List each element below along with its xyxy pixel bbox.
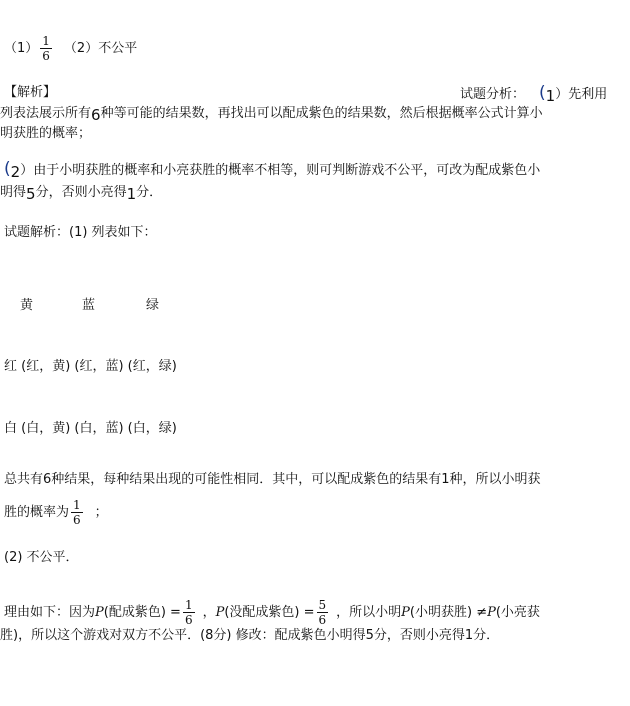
- text: 分，否则小亮得: [35, 185, 127, 200]
- analysis-heading: 【解析】: [4, 85, 57, 100]
- table-header-blue: 蓝: [82, 298, 96, 313]
- summary-line2: [4, 498, 108, 527]
- text: 明得: [0, 185, 27, 200]
- solution-intro: 试题解析：(1) 列表如下：: [4, 225, 157, 240]
- step-number: 2: [10, 163, 21, 181]
- analysis-part2-line1: [4, 160, 540, 180]
- text: ，所以小明: [336, 605, 402, 620]
- summary-fraction: [71, 498, 83, 527]
- blue-paren: (: [4, 159, 11, 179]
- reason-line1: [4, 598, 540, 627]
- answer-part2: （2）不公平: [63, 41, 138, 56]
- math-p: P: [215, 605, 225, 620]
- text: (配成紫色) =: [103, 605, 181, 620]
- step-number: 1: [545, 87, 556, 105]
- fraction-numerator: 5: [318, 598, 327, 612]
- text: ；: [94, 505, 108, 520]
- number: 5: [26, 185, 36, 203]
- text: 列表法展示所有: [0, 106, 92, 121]
- answer-line: [4, 34, 137, 63]
- text: (小明获胜) ≠: [409, 605, 488, 620]
- text: (没配成紫色) =: [224, 605, 315, 620]
- reason-line2: 胜)，所以这个游戏对双方不公平．(8分) 修改：配成紫色小明得5分，否则小亮得1分．: [0, 628, 500, 643]
- fraction-numerator: 1: [42, 34, 50, 48]
- summary-line1: 总共有6种结果，每种结果出现的可能性相同．其中，可以配成紫色的结果有1种，所以小明获: [4, 472, 541, 487]
- math-p: P: [95, 605, 104, 620]
- fraction-denominator: 6: [184, 613, 193, 627]
- fraction-denominator: 6: [73, 513, 81, 527]
- answer-fraction: [40, 34, 52, 63]
- table-row-red: 红 (红，黄) (红，蓝) (红，绿): [4, 359, 177, 374]
- text: ，: [202, 605, 216, 620]
- analysis-line2: [0, 103, 543, 123]
- fraction-numerator: 1: [184, 598, 193, 612]
- table-header-yellow: 黄: [20, 298, 34, 313]
- reason-fraction-2: [317, 598, 329, 627]
- table-row-white: 白 (白，黄) (白，蓝) (白，绿): [4, 421, 177, 436]
- math-p: P: [487, 605, 496, 620]
- analysis-summary-label: [460, 84, 607, 104]
- table-header-green: 绿: [146, 298, 160, 313]
- fraction-denominator: 6: [318, 613, 327, 627]
- number: 1: [126, 185, 137, 203]
- text: 分．: [136, 185, 163, 200]
- fraction-numerator: 1: [73, 498, 81, 512]
- answer-part1: （1）: [4, 41, 39, 56]
- math-p: P: [401, 605, 410, 620]
- text: 种等可能的结果数，再找出可以配成紫色的结果数，然后根据概率公式计算小: [100, 106, 543, 121]
- summary-label: 试题分析：: [460, 87, 526, 102]
- solution-part2: (2) 不公平．: [4, 550, 79, 565]
- fraction-denominator: 6: [42, 49, 50, 63]
- reason-fraction-1: [183, 598, 195, 627]
- step-text: ）先利用: [555, 87, 608, 102]
- analysis-line3: 明获胜的概率；: [0, 126, 92, 141]
- step-text: ）由于小明获胜的概率和小亮获胜的概率不相等，则可判断游戏不公平，可改为配成紫色小: [20, 163, 541, 178]
- number: 6: [91, 106, 101, 124]
- blue-paren: (: [539, 83, 546, 103]
- analysis-part2-line2: [0, 182, 162, 202]
- text: 胜的概率为: [4, 505, 70, 520]
- text: (小亮获: [495, 605, 540, 620]
- text: 理由如下：因为: [4, 605, 96, 620]
